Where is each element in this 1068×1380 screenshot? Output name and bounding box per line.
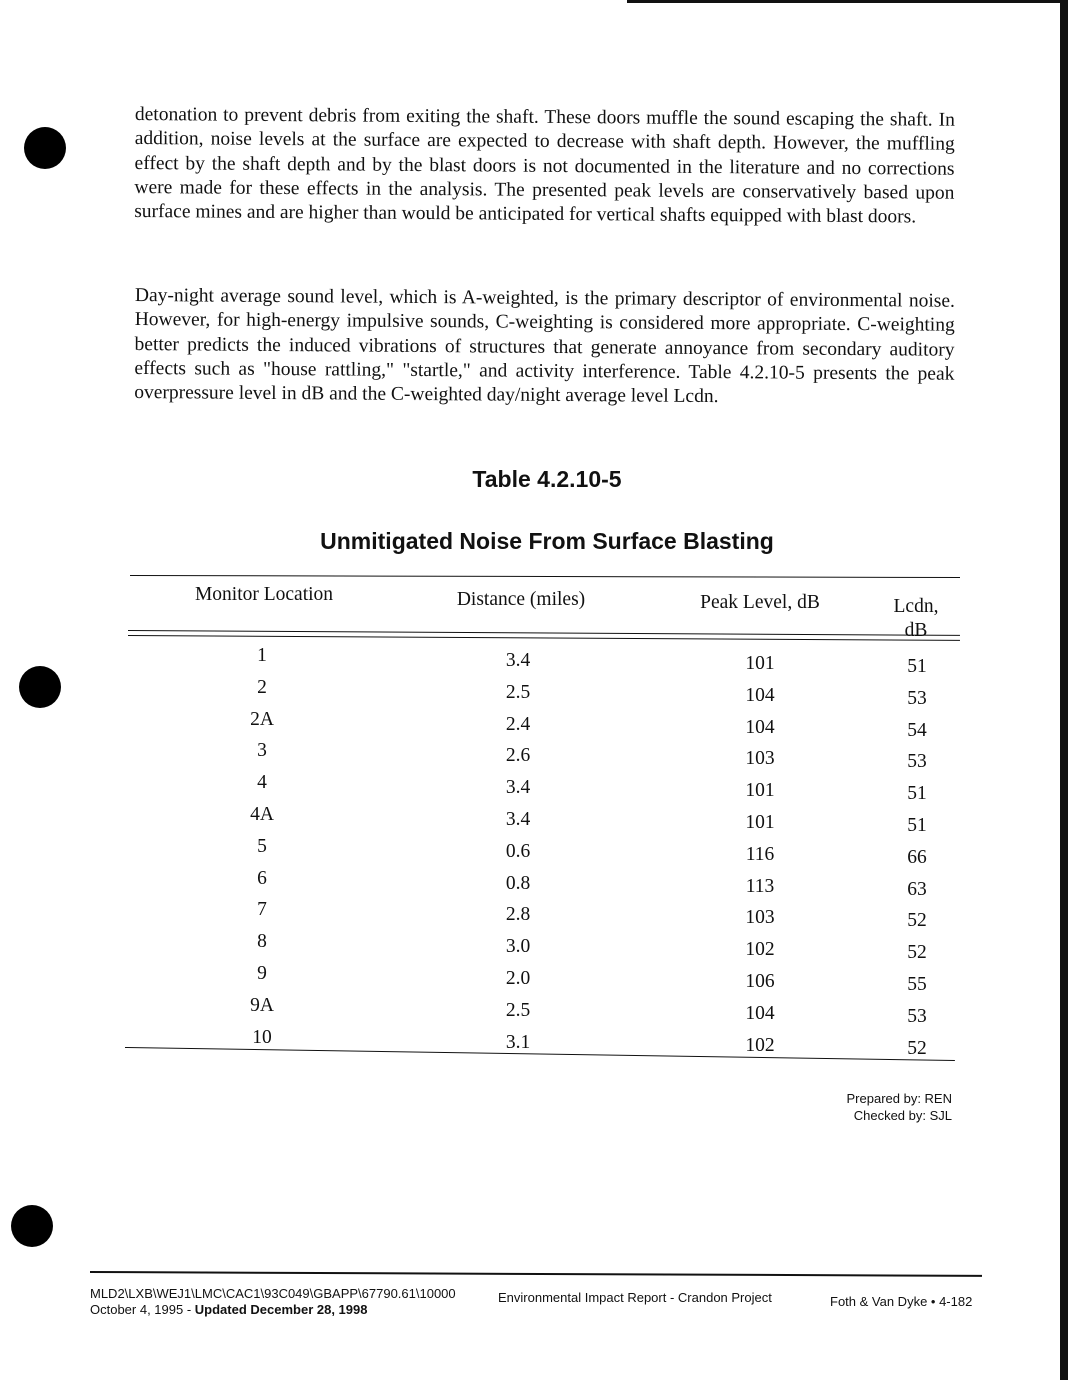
scan-right-edge-border	[1060, 0, 1068, 1380]
scan-top-edge-line	[627, 0, 1068, 3]
cell-monitor-location: 5	[257, 835, 267, 857]
cell-distance: 2.6	[505, 745, 531, 767]
cell-lcdn: 55	[907, 974, 927, 995]
cell-peak-level: 104	[745, 1002, 775, 1024]
cell-lcdn: 66	[907, 846, 927, 868]
prepared-by: Prepared by: REN	[846, 1091, 952, 1106]
cell-monitor-location: 7	[257, 899, 267, 921]
header-distance: Distance (miles)	[456, 589, 586, 610]
header-double-rule-lower	[128, 635, 960, 641]
footer-path-date	[90, 1286, 456, 1318]
cell-monitor-location: 4	[257, 772, 267, 794]
table-number: Table 4.2.10-5	[472, 466, 622, 492]
cell-distance: 2.8	[505, 904, 531, 926]
cell-monitor-location: 6	[257, 867, 267, 889]
cell-lcdn: 53	[907, 687, 927, 709]
checked-by: Checked by: SJL	[853, 1108, 952, 1123]
prepared-checked-block	[847, 1090, 953, 1124]
cell-peak-level: 103	[745, 907, 775, 929]
footer-date-original: October 4, 1995 -	[90, 1302, 195, 1317]
cell-peak-level: 104	[745, 684, 775, 706]
cell-peak-level: 101	[745, 812, 775, 833]
cell-monitor-location: 8	[257, 931, 267, 953]
cell-lcdn: 52	[907, 942, 927, 964]
footer-date-updated: Updated December 28, 1998	[194, 1302, 368, 1317]
cell-distance: 0.8	[505, 872, 531, 894]
cell-distance: 2.5	[505, 681, 531, 703]
cell-distance: 2.5	[505, 999, 531, 1021]
cell-peak-level: 104	[745, 716, 775, 738]
punch-hole-middle	[19, 666, 61, 708]
cell-distance: 3.4	[505, 777, 531, 799]
cell-peak-level: 116	[745, 843, 775, 865]
table-caption: Unmitigated Noise From Surface Blasting	[320, 528, 774, 554]
cell-peak-level: 106	[745, 971, 775, 992]
table-top-rule	[130, 575, 960, 578]
cell-distance: 3.0	[505, 936, 531, 958]
cell-peak-level: 101	[745, 780, 775, 802]
cell-lcdn: 53	[907, 1005, 927, 1027]
cell-peak-level: 103	[745, 748, 775, 770]
cell-lcdn: 53	[907, 751, 927, 773]
cell-distance: 3.4	[505, 809, 531, 830]
cell-monitor-location: 3	[257, 740, 267, 762]
body-paragraph-1: detonation to prevent debris from exiting the shaft. These doors muffle the sound escaping the shaft. In addition, noise levels at the surface are expected to decrease with shaft depth. However, the muffling effect by the shaft depth and by the blast doors is not documented in the literature and no corrections were made for these effects in the analysis. The presented peak levels are conservatively based upon surface mines and are higher than would be anticipated for vertical shafts equipped with blast doors.	[134, 103, 955, 228]
cell-monitor-location: 2A	[250, 708, 274, 730]
footer-dates	[90, 1302, 456, 1318]
cell-lcdn: 51	[907, 656, 927, 677]
header-lcdn-line2: dB	[904, 620, 928, 641]
header-monitor-location: Monitor Location	[194, 584, 334, 605]
cell-monitor-location: 9	[257, 963, 267, 984]
cell-lcdn: 54	[907, 719, 927, 741]
cell-distance: 2.4	[505, 713, 531, 735]
footer-file-path: MLD2\LXB\WEJ1\LMC\CAC1\93C049\GBAPP\67790.61\10000	[90, 1286, 456, 1301]
cell-monitor-location: 9A	[250, 994, 274, 1016]
header-peak-level: Peak Level, dB	[700, 592, 820, 613]
cell-distance: 3.1	[505, 1031, 531, 1053]
cell-peak-level: 101	[745, 653, 775, 674]
footer-report-title: Environmental Impact Report - Crandon Project	[498, 1290, 772, 1305]
cell-lcdn: 52	[907, 910, 927, 932]
cell-lcdn: 52	[907, 1037, 927, 1059]
cell-distance: 3.4	[505, 650, 531, 671]
footer-company-page: Foth & Van Dyke • 4-182	[830, 1294, 973, 1309]
cell-lcdn: 51	[907, 815, 927, 836]
cell-monitor-location: 4A	[250, 804, 274, 825]
cell-distance: 2.0	[505, 968, 531, 989]
punch-hole-bottom	[11, 1205, 53, 1247]
cell-peak-level: 113	[745, 875, 775, 897]
body-paragraph-2: Day-night average sound level, which is A-weighted, is the primary descriptor of environmental noise. However, for high-energy impulsive sounds, C-weighting is considered more appropriate. C-weighting better predicts the induced vibrations of structures that generate annoyance from secondary auditory effects such as "house rattling," "startle," and activity interference. Table 4.2.10-5 presents the peak overpressure level in dB and the C-weighted day/night average level Lcdn.	[134, 284, 955, 408]
cell-monitor-location: 10	[252, 1026, 272, 1048]
cell-distance: 0.6	[505, 840, 531, 862]
header-lcdn-line1: Lcdn,	[893, 596, 939, 617]
cell-monitor-location: 1	[257, 645, 267, 666]
cell-lcdn: 63	[907, 878, 927, 900]
cell-peak-level: 102	[745, 1034, 775, 1056]
footer-rule	[90, 1271, 982, 1276]
cell-monitor-location: 2	[257, 676, 267, 698]
punch-hole-top	[24, 127, 66, 169]
cell-lcdn: 51	[907, 783, 927, 805]
cell-peak-level: 102	[745, 939, 775, 961]
